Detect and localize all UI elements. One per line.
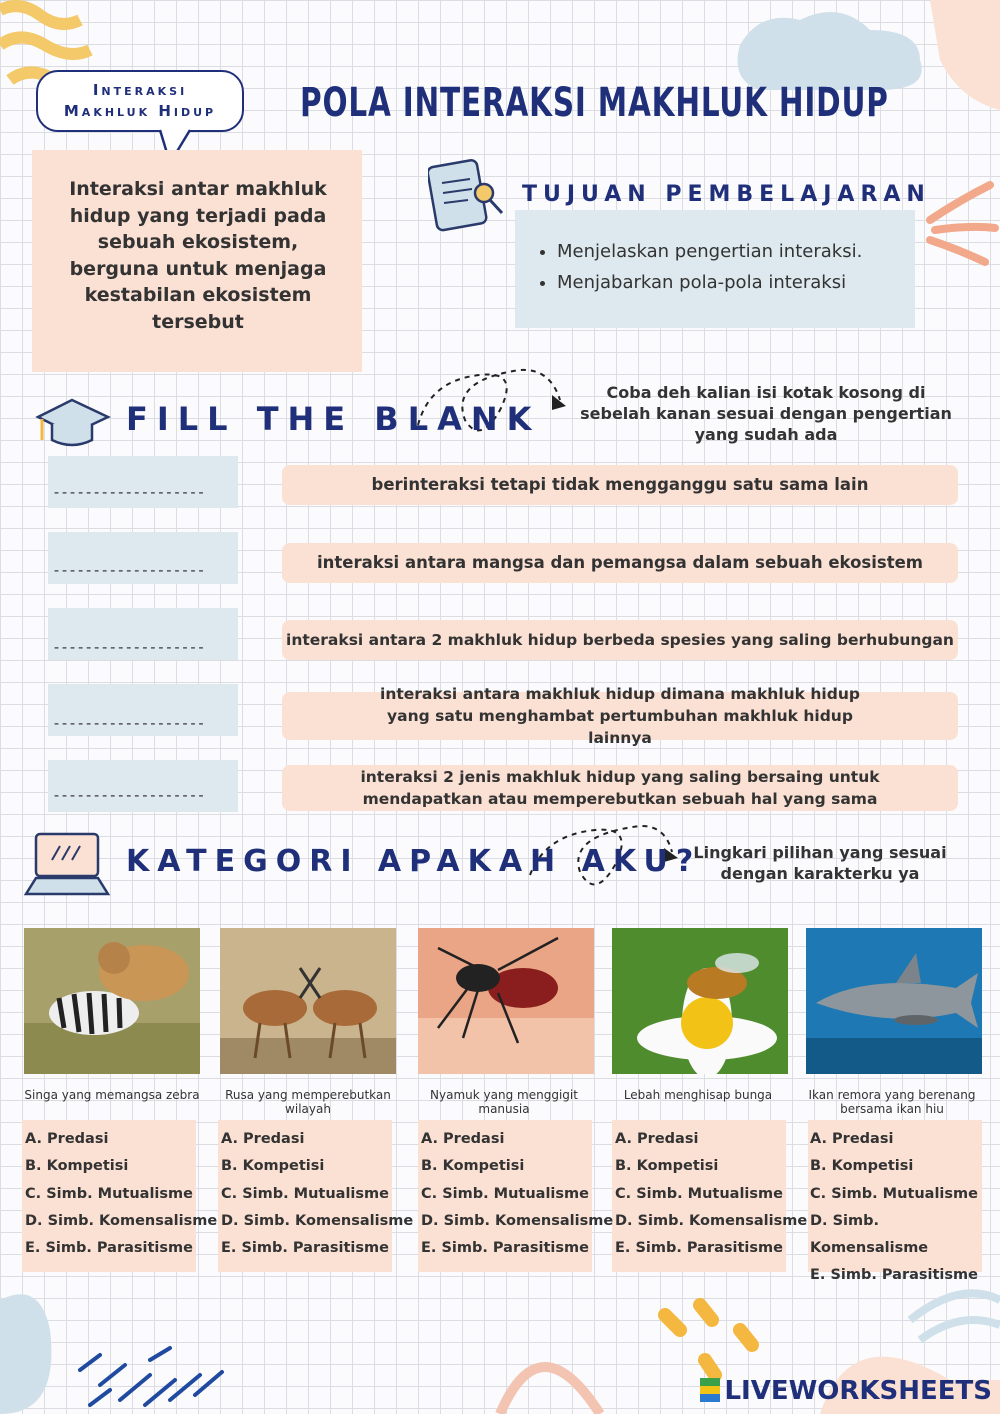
liveworksheets-logo (700, 1376, 992, 1406)
bubble-line-1: Interaksi (92, 81, 188, 99)
goals-list (535, 236, 862, 298)
card-caption-4: Lebah menghisap bunga (623, 1088, 773, 1102)
page-title: POLA INTERAKSI MAKHLUK HIDUP (300, 80, 889, 126)
clue-4: interaksi antara makhluk hidup dimana makhluk hidup yang satu menghambat pertumbuhan makhluk hidup lainnya (282, 692, 958, 740)
category-note: Lingkari pilihan yang sesuai dengan karakterku ya (693, 843, 947, 883)
photo-shark (806, 928, 982, 1074)
clue-1: berinteraksi tetapi tidak mengganggu satu sama lain (282, 465, 958, 505)
laptop-icon (22, 828, 114, 898)
option-komensalisme[interactable]: D. Simb. Komensalisme (810, 1212, 929, 1257)
card-caption-5: Ikan remora yang berenang bersama ikan hiu (808, 1088, 976, 1116)
option-parasitisme[interactable]: E. Simb. Parasitisme (25, 1240, 193, 1257)
blank-line: ------------------- (52, 786, 205, 804)
card-caption-1: Singa yang memangsa zebra (24, 1088, 200, 1102)
blank-line: ------------------- (52, 638, 205, 656)
option-mutualisme[interactable]: C. Simb. Mutualisme (221, 1185, 389, 1202)
notepad-icon (428, 155, 508, 235)
logo-mark-icon (700, 1378, 720, 1402)
fill-blank-heading: FILL THE BLANK (126, 400, 541, 438)
lion-zebra-image (24, 928, 200, 1074)
option-kompetisi[interactable]: B. Kompetisi (221, 1158, 325, 1175)
topic-bubble (36, 70, 244, 132)
option-mutualisme[interactable]: C. Simb. Mutualisme (810, 1185, 978, 1202)
option-predasi[interactable]: A. Predasi (221, 1131, 305, 1147)
option-parasitisme[interactable]: E. Simb. Parasitisme (221, 1240, 389, 1257)
photo-deer (220, 928, 396, 1074)
definition-text: Interaksi antar makhluk hidup yang terjadi pada sebuah ekosistem, berguna untuk menjaga kestabilan ekosistem tersebut (69, 178, 327, 333)
bubble-line-2: Makhluk Hidup (63, 102, 217, 120)
options-list-1 (25, 1126, 217, 1262)
blank-line: ------------------- (52, 483, 205, 501)
option-mutualisme[interactable]: C. Simb. Mutualisme (421, 1185, 589, 1202)
options-list-4 (615, 1126, 807, 1262)
goal-item: • Menjabarkan pola-pola interaksi (557, 267, 862, 298)
shark-remora-image (806, 928, 982, 1074)
option-parasitisme[interactable]: E. Simb. Parasitisme (421, 1240, 589, 1257)
category-heading: KATEGORI APAKAH AKU? (126, 844, 702, 879)
options-list-5 (810, 1126, 1000, 1290)
fill-blank-note: Coba deh kalian isi kotak kosong di sebelah kanan sesuai dengan pengertian yang sudah ada (580, 383, 952, 444)
option-kompetisi[interactable]: B. Kompetisi (615, 1158, 719, 1175)
photo-mosquito (418, 928, 594, 1074)
card-caption-3: Nyamuk yang menggigit manusia (430, 1088, 578, 1116)
graduation-cap-icon (32, 392, 112, 452)
mosquito-image (418, 928, 594, 1074)
clue-3: interaksi antara 2 makhluk hidup berbeda spesies yang saling berhubungan (282, 620, 958, 660)
option-kompetisi[interactable]: B. Kompetisi (421, 1158, 525, 1175)
logo-text: LIVEWORKSHEETS (724, 1376, 992, 1406)
option-kompetisi[interactable]: B. Kompetisi (810, 1158, 914, 1175)
card-caption-2: Rusa yang memperebutkan wilayah (225, 1088, 391, 1116)
option-komensalisme[interactable]: D. Simb. Komensalisme (421, 1212, 614, 1229)
option-parasitisme[interactable]: E. Simb. Parasitisme (615, 1240, 783, 1257)
option-parasitisme[interactable]: E. Simb. Parasitisme (810, 1267, 978, 1284)
option-predasi[interactable]: A. Predasi (421, 1131, 505, 1147)
option-mutualisme[interactable]: C. Simb. Mutualisme (25, 1185, 193, 1202)
photo-bee (612, 928, 788, 1074)
option-mutualisme[interactable]: C. Simb. Mutualisme (615, 1185, 783, 1202)
goal-item: • Menjelaskan pengertian interaksi. (557, 236, 862, 267)
option-predasi[interactable]: A. Predasi (615, 1131, 699, 1147)
option-kompetisi[interactable]: B. Kompetisi (25, 1158, 129, 1175)
blank-line: ------------------- (52, 561, 205, 579)
option-predasi[interactable]: A. Predasi (810, 1131, 894, 1147)
goals-heading: TUJUAN PEMBELAJARAN (522, 182, 931, 207)
option-komensalisme[interactable]: D. Simb. Komensalisme (615, 1212, 808, 1229)
clue-2: interaksi antara mangsa dan pemangsa dalam sebuah ekosistem (282, 543, 958, 583)
clue-5: interaksi 2 jenis makhluk hidup yang saling bersaing untuk mendapatkan atau memperebutkan sebuah hal yang sama (282, 765, 958, 811)
option-komensalisme[interactable]: D. Simb. Komensalisme (25, 1212, 218, 1229)
blank-line: ------------------- (52, 714, 205, 732)
bee-flower-image (612, 928, 788, 1074)
deer-image (220, 928, 396, 1074)
photo-lion-zebra (24, 928, 200, 1074)
options-list-2 (221, 1126, 413, 1262)
option-komensalisme[interactable]: D. Simb. Komensalisme (221, 1212, 414, 1229)
option-predasi[interactable]: A. Predasi (25, 1131, 109, 1147)
options-list-3 (421, 1126, 613, 1262)
